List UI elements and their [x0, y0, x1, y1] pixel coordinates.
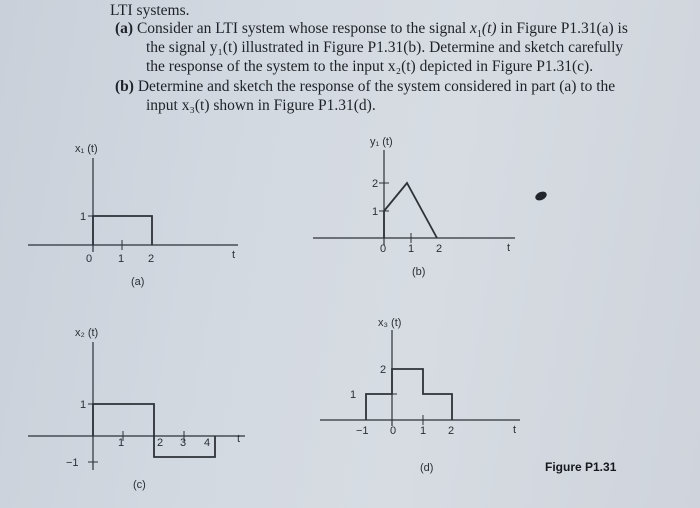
- fig-c-tick-label-1: 1: [118, 437, 125, 449]
- part-a-label: (a): [115, 20, 134, 37]
- fig-a-t-label: t: [232, 249, 236, 261]
- heading: LTI systems.: [110, 2, 190, 19]
- fig-b-level-label-1: 1: [372, 206, 379, 218]
- fig-b-tick-label-2: 2: [436, 243, 443, 255]
- fig-a-tick-label-2: 2: [148, 253, 155, 265]
- fig-b-ylabel: y₁ (t): [370, 136, 393, 148]
- part-a-line-1-post: in Figure P1.31(a) is: [496, 20, 628, 37]
- fig-a-level-label: 1: [80, 211, 87, 223]
- figure-d: [320, 317, 520, 474]
- part-b-label: (b): [115, 78, 134, 95]
- fig-d-t-label: t: [513, 424, 517, 436]
- part-b-line-2: input x₃(t) shown in Figure P1.31(d).: [146, 97, 376, 114]
- fig-b-tick-label-0: 0: [380, 243, 387, 255]
- fig-c-tick-label-3: 3: [180, 437, 187, 449]
- figure-c: [28, 327, 245, 491]
- fig-b-signal: [384, 183, 437, 238]
- fig-c-caption: (c): [133, 479, 146, 491]
- fig-d-level-label-1: 1: [350, 389, 357, 401]
- part-a-line-2: the signal y₁(t) illustrated in Figure P1.31(b). Determine and sketch carefully: [146, 39, 624, 56]
- fig-c-tick-label-2: 2: [157, 437, 164, 449]
- fig-b-level-label-2: 2: [372, 178, 379, 190]
- part-a-line-3: the response of the system to the input x₂(t) depicted in Figure P1.31(c).: [146, 58, 594, 75]
- figure-b: [313, 136, 515, 278]
- fig-d-tick-label-2: 2: [448, 425, 455, 437]
- figure-a: [28, 143, 238, 288]
- fig-d-ylabel: x₃ (t): [378, 317, 402, 329]
- fig-c-ylabel: x₂ (t): [75, 327, 99, 339]
- fig-b-tick-label-1: 1: [408, 243, 415, 255]
- part-a-x1-sub: 1: [476, 29, 482, 41]
- fig-d-tick-label-0: 0: [390, 425, 397, 437]
- fig-d-level-label-2: 2: [380, 364, 387, 376]
- fig-c-signal: [93, 404, 215, 457]
- figure-title: Figure P1.31: [545, 460, 617, 474]
- part-a-x1: x: [470, 20, 477, 37]
- fig-c-level-label-neg1: −1: [66, 457, 79, 469]
- fig-c-t-label: t: [237, 433, 241, 445]
- fig-b-t-label: t: [507, 242, 511, 254]
- fig-d-caption: (d): [420, 462, 434, 474]
- fig-b-caption: (b): [412, 266, 426, 278]
- fig-d-signal: [366, 369, 452, 420]
- fig-a-tick-label-1: 1: [118, 253, 125, 265]
- part-a-x1-arg: (t): [481, 20, 497, 37]
- fig-a-tick-label-0: 0: [86, 253, 93, 265]
- fig-a-caption: (a): [131, 276, 145, 288]
- part-a-line-1-pre: Consider an LTI system whose response to the signal: [136, 20, 471, 37]
- fig-c-tick-label-4: 4: [204, 437, 211, 449]
- fig-d-tick-label-1: 1: [420, 425, 427, 437]
- part-b-line-1-text: Determine and sketch the response of the system considered in part (a) to the: [137, 78, 616, 95]
- fig-a-ylabel: x₁ (t): [75, 143, 98, 155]
- ink-speck: [534, 190, 548, 202]
- fig-c-level-label-1: 1: [80, 399, 87, 411]
- fig-d-tick-label-neg1: −1: [356, 425, 369, 437]
